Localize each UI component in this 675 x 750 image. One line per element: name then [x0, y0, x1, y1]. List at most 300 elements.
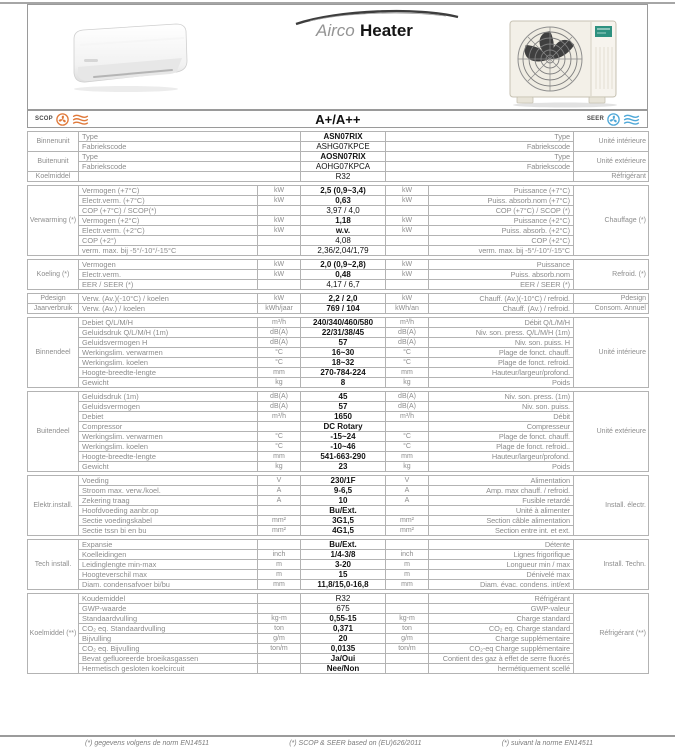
- spec-block: [27, 293, 649, 314]
- unit-cell-right: V: [386, 476, 429, 486]
- unit-cell-right: inch: [386, 550, 429, 560]
- spec-row: [28, 246, 649, 256]
- group-label-left: Buitendeel: [28, 392, 79, 472]
- value-cell: 0,0135: [301, 644, 386, 654]
- row-label-fr: Poids: [429, 378, 574, 388]
- spec-row: [28, 594, 649, 604]
- row-label-fr: Plage de fonct. refroid.: [429, 358, 574, 368]
- row-label-nl: Compressor: [79, 422, 258, 432]
- value-cell: 1,18: [301, 216, 386, 226]
- spec-block: [27, 391, 649, 472]
- footnote-en: (*) SCOP & SEER based on (EU)626/2011: [289, 740, 422, 747]
- unit-cell-left: m³/h: [258, 318, 301, 328]
- group-label-left: Jaarverbruik: [28, 304, 79, 314]
- value-cell: 0,55-15: [301, 614, 386, 624]
- unit-cell-right: mm²: [386, 526, 429, 536]
- unit-cell-right: kW: [386, 260, 429, 270]
- row-label-fr: Dénivelé max: [429, 570, 574, 580]
- unit-cell-left: dB(A): [258, 338, 301, 348]
- spec-row: [28, 368, 649, 378]
- row-label-fr: Alimentation: [429, 476, 574, 486]
- spec-row: [28, 142, 649, 152]
- unit-cell-right: kWh/an: [386, 304, 429, 314]
- value-cell: 18~32: [301, 358, 386, 368]
- value-cell: 2,2 / 2,0: [301, 294, 386, 304]
- unit-cell-right: kW: [386, 216, 429, 226]
- spec-row: [28, 432, 649, 442]
- unit-cell-left: mm: [258, 452, 301, 462]
- row-label-nl: Electr.verm. (+7°C): [79, 196, 258, 206]
- row-label-fr: Poids: [429, 462, 574, 472]
- spec-row: [28, 206, 649, 216]
- row-label-nl: Vermogen: [79, 260, 258, 270]
- row-label-nl: EER / SEER (*): [79, 280, 258, 290]
- value-cell: 0,63: [301, 196, 386, 206]
- row-label-nl: Gewicht: [79, 462, 258, 472]
- row-label-nl: COP (+7°C) / SCOP(*): [79, 206, 258, 216]
- row-label-nl: Sectie tssn bi en bu: [79, 526, 258, 536]
- spec-row: [28, 476, 649, 486]
- unit-cell-right: ton: [386, 624, 429, 634]
- spec-row: [28, 132, 649, 142]
- value-cell: 3G1,5: [301, 516, 386, 526]
- spec-row: [28, 236, 649, 246]
- row-label-nl: Fabriekscode: [79, 142, 301, 152]
- row-label-nl: Expansie: [79, 540, 258, 550]
- group-label-right: Chauffage (*): [574, 186, 649, 256]
- spec-row: [28, 604, 649, 614]
- value-cell: 675: [301, 604, 386, 614]
- row-label-fr: Lignes frigorifique: [429, 550, 574, 560]
- unit-cell-right: [386, 246, 429, 256]
- spec-row: [28, 580, 649, 590]
- row-label-fr: Hauteur/largeur/profond.: [429, 452, 574, 462]
- value-cell: AOHG07KPCA: [301, 162, 386, 172]
- row-label-nl: CO₂ eq. Bijvulling: [79, 644, 258, 654]
- unit-cell-left: m³/h: [258, 412, 301, 422]
- group-label-left: Koeling (*): [28, 260, 79, 290]
- row-label-fr: Puissance: [429, 260, 574, 270]
- spec-row: [28, 304, 649, 314]
- row-label-nl: Werkingslim. koelen: [79, 442, 258, 452]
- row-label-nl: Standaardvulling: [79, 614, 258, 624]
- unit-cell-left: kg-m: [258, 614, 301, 624]
- unit-cell-right: A: [386, 486, 429, 496]
- row-label-fr: Hauteur/largeur/profond.: [429, 368, 574, 378]
- spec-row: [28, 392, 649, 402]
- row-label-fr: Niv. son. press. (1m): [429, 392, 574, 402]
- row-label-fr: CO₂ eq. Charge standard: [429, 624, 574, 634]
- group-label-left: Verwarming (*): [28, 186, 79, 256]
- value-cell: 4,17 / 6,7: [301, 280, 386, 290]
- unit-cell-right: [386, 604, 429, 614]
- unit-cell-left: kg: [258, 462, 301, 472]
- unit-cell-left: mm²: [258, 516, 301, 526]
- unit-cell-left: ton: [258, 624, 301, 634]
- row-label-fr: Puissance (+2°C): [429, 216, 574, 226]
- row-label-nl: GWP-waarde: [79, 604, 258, 614]
- row-label-fr: COP (+7°C) / SCOP (*): [429, 206, 574, 216]
- row-label-nl: [79, 172, 301, 182]
- unit-cell-left: °C: [258, 358, 301, 368]
- row-label-nl: Bijvulling: [79, 634, 258, 644]
- value-cell: 3,97 / 4,0: [301, 206, 386, 216]
- row-label-nl: Koelleidingen: [79, 550, 258, 560]
- spec-table: [27, 131, 648, 677]
- spec-row: [28, 654, 649, 664]
- unit-cell-right: mm²: [386, 516, 429, 526]
- value-cell: 22/31/38/45: [301, 328, 386, 338]
- unit-cell-right: mm: [386, 580, 429, 590]
- value-cell: Nee/Non: [301, 664, 386, 674]
- row-label-fr: Chauff. (Av.) / refroid.: [429, 304, 574, 314]
- row-label-fr: Contient des gaz à effet de serre fluorés: [429, 654, 574, 664]
- heating-fan-icon: [56, 113, 69, 126]
- spec-row: [28, 338, 649, 348]
- unit-cell-left: kW: [258, 270, 301, 280]
- spec-row: [28, 634, 649, 644]
- unit-cell-right: [386, 206, 429, 216]
- value-cell: 23: [301, 462, 386, 472]
- energy-strip: [27, 110, 648, 128]
- unit-cell-left: mm: [258, 580, 301, 590]
- row-label-fr: hermétiquement scellé: [429, 664, 574, 674]
- spec-row: [28, 496, 649, 506]
- row-label-fr: Chauff. (Av.)(-10°C) / refroid.: [429, 294, 574, 304]
- unit-cell-right: °C: [386, 348, 429, 358]
- spec-row: [28, 624, 649, 634]
- row-label-fr: Charge supplémentaire: [429, 634, 574, 644]
- spec-row: [28, 318, 649, 328]
- value-cell: -10~46: [301, 442, 386, 452]
- unit-cell-right: kg: [386, 378, 429, 388]
- indoor-unit-image: [64, 21, 196, 95]
- unit-cell-right: [386, 664, 429, 674]
- unit-cell-left: [258, 246, 301, 256]
- unit-cell-right: dB(A): [386, 402, 429, 412]
- value-cell: 0,48: [301, 270, 386, 280]
- unit-cell-left: dB(A): [258, 402, 301, 412]
- spec-row: [28, 452, 649, 462]
- row-label-fr: Charge standard: [429, 614, 574, 624]
- group-label-right: Réfrigérant: [574, 172, 649, 182]
- row-label-nl: Zekering traag: [79, 496, 258, 506]
- unit-cell-left: kW: [258, 216, 301, 226]
- value-cell: 4,08: [301, 236, 386, 246]
- row-label-nl: Debiet: [79, 412, 258, 422]
- unit-cell-left: m: [258, 570, 301, 580]
- unit-cell-right: dB(A): [386, 392, 429, 402]
- row-label-nl: Geluidsdruk Q/L/M/H (1m): [79, 328, 258, 338]
- row-label-fr: Fabriekscode: [386, 162, 574, 172]
- value-cell: 2,36/2,04/1,79: [301, 246, 386, 256]
- value-cell: 9-6,5: [301, 486, 386, 496]
- value-cell: DC Rotary: [301, 422, 386, 432]
- row-label-nl: Werkingslim. verwarmen: [79, 348, 258, 358]
- group-label-left: Koelmiddel (**): [28, 594, 79, 674]
- row-label-nl: Koudemiddel: [79, 594, 258, 604]
- value-cell: Ja/Oui: [301, 654, 386, 664]
- value-cell: R32: [301, 594, 386, 604]
- unit-cell-left: kW: [258, 260, 301, 270]
- cooling-fan-icon: [607, 113, 620, 126]
- row-label-fr: verm. max. bij -5°/-10°/-15°C: [429, 246, 574, 256]
- unit-cell-left: [258, 664, 301, 674]
- row-label-fr: Détente: [429, 540, 574, 550]
- value-cell: 20: [301, 634, 386, 644]
- spec-row: [28, 506, 649, 516]
- spec-block: [27, 131, 649, 182]
- value-cell: 230/1F: [301, 476, 386, 486]
- unit-cell-left: A: [258, 496, 301, 506]
- unit-cell-left: °C: [258, 432, 301, 442]
- row-label-nl: Werkingslim. verwarmen: [79, 432, 258, 442]
- row-label-fr: COP (+2°C): [429, 236, 574, 246]
- seer-badge: [587, 113, 647, 126]
- value-cell: 57: [301, 338, 386, 348]
- unit-cell-right: m: [386, 570, 429, 580]
- unit-cell-left: [258, 206, 301, 216]
- value-cell: w.v.: [301, 226, 386, 236]
- row-label-nl: Voeding: [79, 476, 258, 486]
- unit-cell-left: dB(A): [258, 328, 301, 338]
- unit-cell-right: °C: [386, 442, 429, 452]
- row-label-fr: Plage de fonct. chauff.: [429, 432, 574, 442]
- row-label-fr: Puissance (+7°C): [429, 186, 574, 196]
- unit-cell-right: kW: [386, 196, 429, 206]
- unit-cell-left: °C: [258, 348, 301, 358]
- value-cell: 10: [301, 496, 386, 506]
- unit-cell-right: dB(A): [386, 328, 429, 338]
- row-label-fr: Réfrigérant: [429, 594, 574, 604]
- spec-row: [28, 328, 649, 338]
- unit-cell-right: m³/h: [386, 318, 429, 328]
- spec-row: [28, 570, 649, 580]
- unit-cell-left: [258, 604, 301, 614]
- group-label-right: Install. Techn.: [574, 540, 649, 590]
- unit-cell-left: [258, 540, 301, 550]
- unit-cell-left: V: [258, 476, 301, 486]
- unit-cell-left: g/m: [258, 634, 301, 644]
- value-cell: ASHG07KPCE: [301, 142, 386, 152]
- row-label-nl: Type: [79, 132, 301, 142]
- unit-cell-right: [386, 654, 429, 664]
- group-label-left: Elektr.install.: [28, 476, 79, 536]
- unit-cell-left: inch: [258, 550, 301, 560]
- row-label-fr: Amp. max chauff. / refroid.: [429, 486, 574, 496]
- row-label-nl: Verw. (Av.)(-10°C) / koelen: [79, 294, 258, 304]
- row-label-nl: Stroom max. verw./koel.: [79, 486, 258, 496]
- value-cell: -15~24: [301, 432, 386, 442]
- value-cell: 15: [301, 570, 386, 580]
- spec-row: [28, 172, 649, 182]
- spec-row: [28, 516, 649, 526]
- value-cell: 11,8/15,0-16,8: [301, 580, 386, 590]
- brand-light-text: Airco: [316, 21, 355, 40]
- row-label-fr: EER / SEER (*): [429, 280, 574, 290]
- unit-cell-left: kW: [258, 294, 301, 304]
- unit-cell-right: A: [386, 496, 429, 506]
- row-label-fr: Longueur min / max: [429, 560, 574, 570]
- row-label-fr: Niv. son. puiss. H: [429, 338, 574, 348]
- row-label-fr: GWP-valeur: [429, 604, 574, 614]
- row-label-nl: Geluidsvermogen H: [79, 338, 258, 348]
- spec-block: [27, 593, 649, 674]
- group-label-left: Buitenunit: [28, 152, 79, 172]
- warm-airflow-icon: [72, 113, 89, 126]
- bottom-rule: [0, 735, 675, 737]
- row-label-nl: Gewicht: [79, 378, 258, 388]
- row-label-nl: Hoogte-breedte-lengte: [79, 368, 258, 378]
- footnote-nl: (*) gegevens volgens de norm EN14511: [85, 740, 210, 747]
- row-label-fr: Fusible retardé: [429, 496, 574, 506]
- unit-cell-left: [258, 236, 301, 246]
- group-label-right: Pdesign: [574, 294, 649, 304]
- unit-cell-right: [386, 280, 429, 290]
- spec-row: [28, 358, 649, 368]
- row-label-nl: Hoofdvoeding aanbr.op: [79, 506, 258, 516]
- spec-row: [28, 526, 649, 536]
- unit-cell-left: [258, 506, 301, 516]
- value-cell: AOSN07RIX: [301, 152, 386, 162]
- spec-row: [28, 294, 649, 304]
- row-label-nl: Hoogte-breedte-lengte: [79, 452, 258, 462]
- unit-cell-right: kg-m: [386, 614, 429, 624]
- scop-label: SCOP: [35, 116, 53, 122]
- spec-block: [27, 259, 649, 290]
- unit-cell-right: kW: [386, 294, 429, 304]
- row-label-fr: Débit Q/L/M/H: [429, 318, 574, 328]
- row-label-fr: Compresseur: [429, 422, 574, 432]
- spec-row: [28, 540, 649, 550]
- group-label-left: Pdesign: [28, 294, 79, 304]
- unit-cell-right: [386, 540, 429, 550]
- unit-cell-right: kW: [386, 270, 429, 280]
- cool-airflow-icon: [623, 113, 640, 126]
- group-label-left: Binnendeel: [28, 318, 79, 388]
- group-label-left: Koelmiddel: [28, 172, 79, 182]
- unit-cell-left: [258, 594, 301, 604]
- spec-block: [27, 317, 649, 388]
- group-label-right: Unité intérieure: [574, 318, 649, 388]
- value-cell: 1650: [301, 412, 386, 422]
- row-label-nl: Vermogen (+7°C): [79, 186, 258, 196]
- row-label-nl: Type: [79, 152, 301, 162]
- row-label-fr: Plage de fonct. chauff.: [429, 348, 574, 358]
- unit-cell-right: [386, 236, 429, 246]
- spec-block: [27, 539, 649, 590]
- spec-row: [28, 550, 649, 560]
- spec-row: [28, 442, 649, 452]
- row-label-nl: Geluidsdruk (1m): [79, 392, 258, 402]
- group-label-left: Tech install.: [28, 540, 79, 590]
- unit-cell-left: [258, 422, 301, 432]
- spec-row: [28, 196, 649, 206]
- spec-row: [28, 260, 649, 270]
- value-cell: 45: [301, 392, 386, 402]
- row-label-nl: Verw. (Av.) / koelen: [79, 304, 258, 314]
- logo-swoosh-echo-icon: [310, 13, 446, 21]
- group-label-right: Refroid. (*): [574, 260, 649, 290]
- unit-cell-right: dB(A): [386, 338, 429, 348]
- group-label-right: Unité extérieure: [574, 152, 649, 172]
- row-label-fr: Section câble alimentation: [429, 516, 574, 526]
- unit-cell-right: m: [386, 560, 429, 570]
- row-label-fr: Type: [386, 132, 574, 142]
- outdoor-unit-image: [505, 17, 627, 109]
- unit-cell-left: kWh/jaar: [258, 304, 301, 314]
- unit-cell-right: °C: [386, 432, 429, 442]
- spec-row: [28, 378, 649, 388]
- value-cell: Bu/Ext.: [301, 540, 386, 550]
- row-label-nl: Fabriekscode: [79, 162, 301, 172]
- row-label-fr: Puiss. absorb.nom (+7°C): [429, 196, 574, 206]
- unit-cell-left: dB(A): [258, 392, 301, 402]
- unit-cell-right: g/m: [386, 634, 429, 644]
- row-label-nl: Geluidsvermogen: [79, 402, 258, 412]
- row-label-fr: Type: [386, 152, 574, 162]
- value-cell: 769 / 104: [301, 304, 386, 314]
- value-cell: 0,371: [301, 624, 386, 634]
- unit-cell-right: mm: [386, 368, 429, 378]
- row-label-nl: Bevat gefluoreerde broeikasgassen: [79, 654, 258, 664]
- unit-cell-right: kW: [386, 226, 429, 236]
- header-box: [27, 4, 648, 110]
- unit-cell-right: [386, 506, 429, 516]
- brand-logo: [258, 9, 473, 43]
- row-label-nl: Diam. condensafvoer bi/bu: [79, 580, 258, 590]
- group-label-left: Binnenunit: [28, 132, 79, 152]
- row-label-fr: Puiss. absorb.nom: [429, 270, 574, 280]
- spec-row: [28, 270, 649, 280]
- unit-cell-right: mm: [386, 452, 429, 462]
- unit-cell-left: kg: [258, 378, 301, 388]
- row-label-nl: Electr.verm. (+2°C): [79, 226, 258, 236]
- value-cell: 2,0 (0,9~2,8): [301, 260, 386, 270]
- spec-row: [28, 560, 649, 570]
- row-label-nl: Hermetisch gesloten koelcircuit: [79, 664, 258, 674]
- group-label-right: Unité extérieure: [574, 392, 649, 472]
- row-label-fr: Unité à alimenter: [429, 506, 574, 516]
- scop-badge: [28, 113, 89, 126]
- spec-row: [28, 614, 649, 624]
- footnotes: [27, 740, 648, 747]
- row-label-fr: Fabriekscode: [386, 142, 574, 152]
- group-label-right: Unité intérieure: [574, 132, 649, 152]
- spec-row: [28, 162, 649, 172]
- footnote-fr: (*) suivant la norme EN14511: [501, 740, 593, 747]
- row-label-fr: [386, 172, 574, 182]
- row-label-nl: verm. max. bij -5°/-10°/-15°C: [79, 246, 258, 256]
- value-cell: 57: [301, 402, 386, 412]
- unit-cell-left: kW: [258, 226, 301, 236]
- spec-row: [28, 412, 649, 422]
- value-cell: 16~30: [301, 348, 386, 358]
- unit-cell-right: [386, 594, 429, 604]
- spec-row: [28, 152, 649, 162]
- spec-row: [28, 280, 649, 290]
- spec-row: [28, 348, 649, 358]
- spec-row: [28, 486, 649, 496]
- row-label-nl: Debiet Q/L/M/H: [79, 318, 258, 328]
- unit-cell-left: kW: [258, 186, 301, 196]
- group-label-right: Consom. Annuel: [574, 304, 649, 314]
- spec-row: [28, 186, 649, 196]
- unit-cell-right: [386, 422, 429, 432]
- value-cell: 8: [301, 378, 386, 388]
- spec-block: [27, 475, 649, 536]
- row-label-nl: Vermogen (+2°C): [79, 216, 258, 226]
